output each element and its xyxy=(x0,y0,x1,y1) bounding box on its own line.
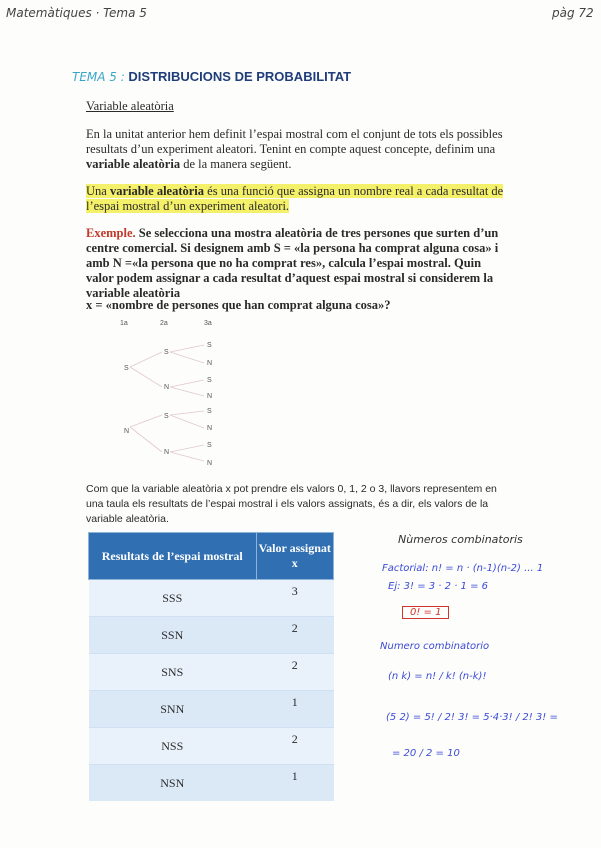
table-row xyxy=(89,654,334,691)
table-row xyxy=(89,580,334,617)
example-paragraph: Exemple. Se selecciona una mostra aleatòria de tres persones que surten d’un centre comercial. Si designem amb S = «la persona ha comprat alguna cosa» i amb N =«la persona que no ha comprat res», calcula l’espai mostral. Quin valor podem assignar a cada resultat d’aquest espai mostral si considerem la variable aleatòria xyxy=(86,226,499,300)
notes-heading: Nùmeros combinatoris xyxy=(398,533,523,546)
intro-paragraph: En la unitat anterior hem definit l’espai mostral com el conjunt de tots els possibles resultats d’un experiment aleatori. Tenint en compte aquest concepte, definim una variable aleatòria de la manera següent. xyxy=(86,127,503,171)
notes-formula: (n k) = n! / k! (n-k)! xyxy=(388,671,487,682)
variable-definition: x = «nombre de persones que han comprat alguna cosa»? xyxy=(86,298,391,312)
header-page: pàg 72 xyxy=(552,6,594,20)
notes-factorial: Factorial: n! = n · (n-1)(n-2) ... 1 xyxy=(382,563,544,574)
probability-tree xyxy=(100,315,230,470)
notes-zero-factorial: 0! = 1 xyxy=(402,606,449,619)
table-cell: SNS xyxy=(89,654,257,691)
tree-l2-1: S xyxy=(164,349,169,356)
tree-col-2: 2a xyxy=(160,320,168,327)
table-cell: SNN xyxy=(89,691,257,728)
notes-calc-2: = 20 / 2 = 10 xyxy=(392,748,460,759)
header-left: Matemàtiques · Tema 5 xyxy=(6,6,147,20)
tree-l3-4: N xyxy=(207,393,213,400)
tree-l3-5: S xyxy=(207,408,212,415)
table-cell: 1 xyxy=(256,765,333,802)
tree-l2-2: N xyxy=(164,384,170,391)
tree-l3-6: N xyxy=(207,425,213,432)
notes-combinatorio: Numero combinatorio xyxy=(380,641,490,652)
notes-calc-1: (5 2) = 5! / 2! 3! = 5·4·3! / 2! 3! = xyxy=(386,712,558,723)
tree-l1-s: S xyxy=(124,365,129,372)
tree-l1-n: N xyxy=(124,428,130,435)
tree-col-1: 1a xyxy=(120,320,128,327)
table-cell: 2 xyxy=(256,728,333,765)
tree-col-3: 3a xyxy=(204,320,212,327)
tree-l3-7: S xyxy=(207,442,212,449)
page-title xyxy=(72,69,351,84)
tree-l3-1: S xyxy=(207,342,212,349)
tree-l2-3: S xyxy=(164,413,169,420)
table-row xyxy=(89,765,334,802)
tema-label: TEMA 5 : xyxy=(72,70,125,84)
results-table xyxy=(88,532,334,801)
table-cell: NSN xyxy=(89,765,257,802)
table-row xyxy=(89,728,334,765)
table-cell: SSS xyxy=(89,580,257,617)
notes-factorial-example: Ej: 3! = 3 · 2 · 1 = 6 xyxy=(388,581,489,592)
table-header: Valor assignat x xyxy=(256,533,333,580)
tree-l3-8: N xyxy=(207,460,213,467)
definition-paragraph: Una variable aleatòria és una funció que assigna un nombre real a cada resultat de l’espai mostral d’un experiment aleatori. xyxy=(86,184,504,213)
tree-l3-2: N xyxy=(207,360,213,367)
table-row xyxy=(89,617,334,654)
table-cell: 2 xyxy=(256,654,333,691)
tree-l3-3: S xyxy=(207,377,212,384)
table-header-row xyxy=(89,533,334,580)
table-cell: SSN xyxy=(89,617,257,654)
table-cell: 2 xyxy=(256,617,333,654)
subtitle: Variable aleatòria xyxy=(86,99,174,113)
title-text: DISTRIBUCIONS DE PROBABILITAT xyxy=(128,69,352,84)
tree-l2-4: N xyxy=(164,449,170,456)
values-paragraph: Com que la variable aleatòria x pot prendre els valors 0, 1, 2 o 3, llavors representem en una taula els resultats de l’espai mostral i els valors assignats, és a dir, els valors de la variable aleatòria. xyxy=(86,483,497,525)
table-row xyxy=(89,691,334,728)
table-header: Resultats de l’espai mostral xyxy=(89,533,257,580)
table-cell: 1 xyxy=(256,691,333,728)
table-cell: NSS xyxy=(89,728,257,765)
table-cell: 3 xyxy=(256,580,333,617)
